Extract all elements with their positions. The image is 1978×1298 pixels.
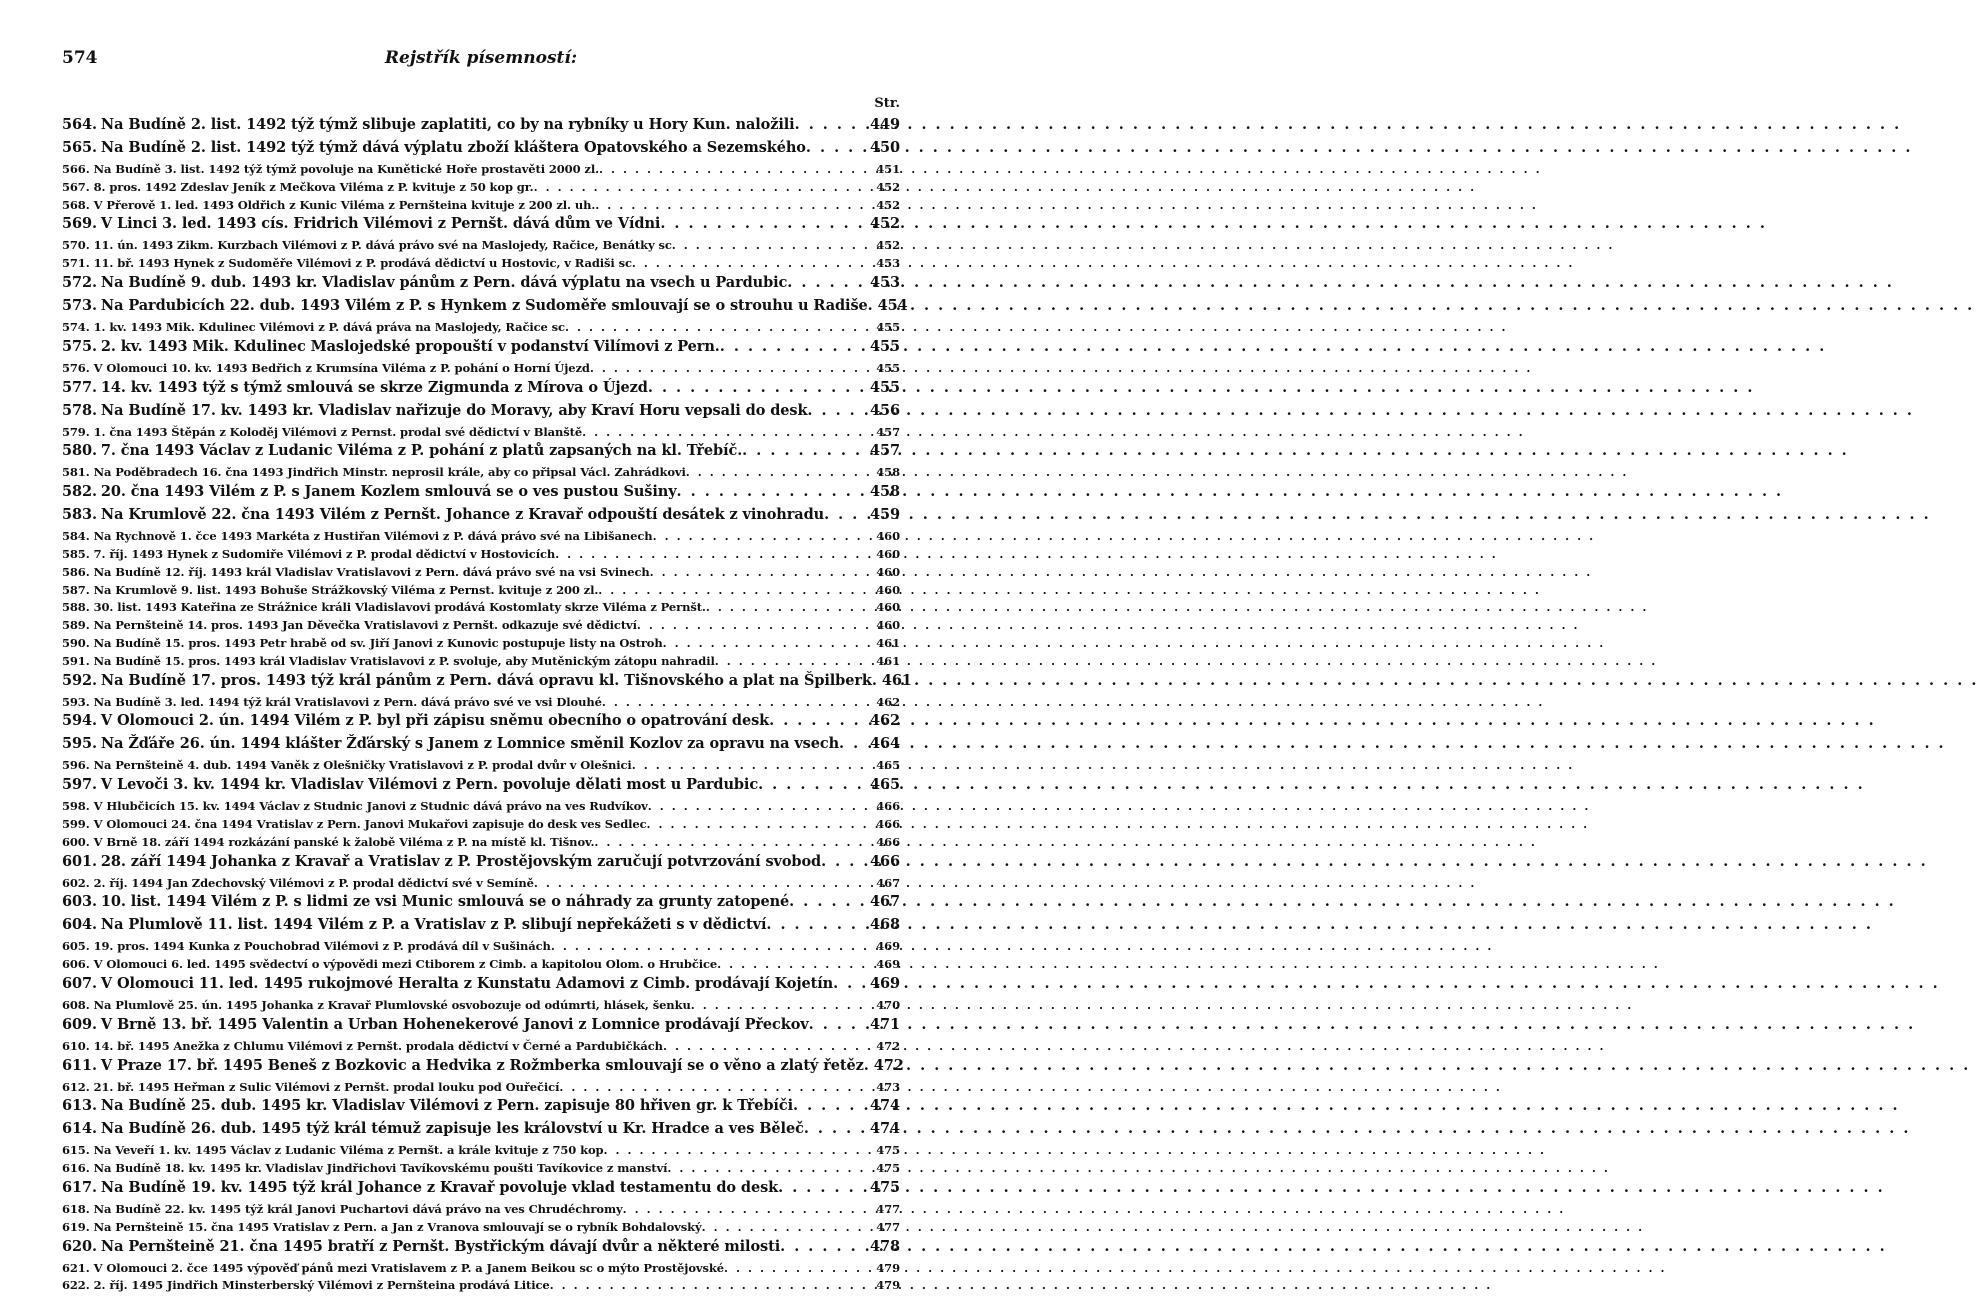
- entry-page: 450: [870, 139, 900, 156]
- entry-page: 461: [881, 671, 912, 689]
- entry-text: 1. kv. 1493 Mik. Kdulinec Vilémovi z P. dává práva na Maslojedy, Račice sc: [93, 319, 565, 334]
- entry-number: 580.: [62, 442, 97, 460]
- page-column-label: Str.: [874, 96, 900, 111]
- entry-text: 10. list. 1494 Vilém z P. s lidmi ze vsi Munic smlouvá se o náhrady za grunty zatopené: [100, 893, 790, 911]
- entry-text: Na Budíně 17. kv. 1493 kr. Vladislav nařizuje do Moravy, aby Kraví Horu vepsali do desk: [100, 401, 808, 419]
- list-item: [62, 1099, 900, 1122]
- entry-number: 585.: [62, 546, 90, 561]
- list-item: [62, 273, 900, 299]
- dot-leader: [590, 363, 872, 375]
- entry-page: 461: [876, 653, 900, 668]
- dot-leader: [864, 1059, 870, 1074]
- entry-page: 454: [877, 296, 908, 314]
- entry-text: 2. říj. 1495 Jindřich Minsterberský Vilémovi z Pernšteina prodává Litice: [93, 1278, 550, 1293]
- dot-leader: [702, 1222, 872, 1234]
- dot-leader: [717, 959, 872, 971]
- dot-leader: [602, 697, 872, 709]
- entry-number: 619.: [62, 1219, 90, 1234]
- dot-leader: [793, 1099, 866, 1114]
- dot-leader: [595, 200, 872, 212]
- entry-number: 581.: [62, 465, 90, 480]
- entry-number: 591.: [62, 653, 90, 668]
- entry-number: 586.: [62, 564, 90, 579]
- dot-leader: [632, 760, 872, 772]
- entry-text: V Hlubčicích 15. kv. 1494 Václav z Studnic Janovi z Studnic dává právo na ves Rudvíkov: [93, 799, 648, 814]
- entry-number: 567.: [62, 179, 90, 194]
- entry-page: 458: [876, 465, 900, 480]
- dot-leader: [839, 737, 866, 752]
- dot-leader: [534, 182, 872, 194]
- entry-page: 466: [870, 852, 900, 870]
- dot-leader: [599, 164, 872, 176]
- running-title: Rejstřík písemností:: [384, 48, 578, 68]
- entry-page: 462: [876, 694, 900, 709]
- dot-leader: [648, 801, 872, 813]
- entry-text: Na Rychnově 1. čce 1493 Markéta z Hustiřan Vilémovi z P. dává právo své na Libišanech: [93, 529, 653, 544]
- dot-leader: [824, 508, 866, 523]
- dot-leader: [833, 977, 866, 992]
- dot-leader: [706, 602, 872, 614]
- entry-page: 460: [876, 529, 900, 544]
- list-item: [62, 508, 900, 531]
- entry-text: 1. čna 1493 Štěpán z Koloděj Vilémovi z Pernst. prodal své dědictví v Blanště: [93, 424, 583, 439]
- entry-page: 474: [870, 1097, 900, 1115]
- entry-text: Na Budíně 26. dub. 1495 týž král témuž zapisuje les království u Kr. Hradce a ves Běleč: [100, 1120, 804, 1138]
- entry-page: 475: [870, 1178, 900, 1196]
- dot-leader: [598, 585, 872, 597]
- entry-text: Na Veveří 1. kv. 1495 Václav z Ludanic Viléma z Pernšt. a krále kvituje z 750 kop: [93, 1143, 604, 1158]
- list-item: [62, 974, 900, 1000]
- entry-text: 11. ún. 1493 Zikm. Kurzbach Vilémovi z P. dává právo své na Maslojedy, Račice, Benátky sc: [93, 238, 672, 253]
- entry-number: 614.: [62, 1120, 97, 1138]
- entry-text: V Linci 3. led. 1493 cís. Fridrich Vilémovi z Pernšt. dává dům ve Vídni: [100, 215, 661, 233]
- entry-number: 578.: [62, 401, 97, 419]
- dot-leader: [647, 819, 872, 831]
- entry-text: Na Budíně 19. kv. 1495 týž král Johance z Kravař povoluje vklad testamentu do desk: [100, 1178, 779, 1196]
- dot-leader: [637, 620, 872, 632]
- dot-leader: [660, 217, 866, 232]
- dot-leader: [663, 638, 872, 650]
- entry-page: 452: [876, 179, 900, 194]
- list-item: [62, 714, 900, 737]
- entry-number: 576.: [62, 360, 90, 375]
- entry-text: 14. kv. 1493 týž s týmž smlouvá se skrze Zigmunda z Mírova o Újezd: [100, 378, 648, 396]
- dot-leader: [686, 467, 872, 479]
- entry-number: 572.: [62, 273, 97, 291]
- dot-leader: [648, 381, 866, 396]
- entry-number: 612.: [62, 1079, 90, 1094]
- entry-number: 622.: [62, 1278, 90, 1293]
- entry-page: 477: [876, 1201, 900, 1216]
- dot-leader: [806, 141, 866, 156]
- dot-leader: [603, 1145, 872, 1157]
- entry-number: 609.: [62, 1015, 97, 1033]
- entry-text: Na Budíně 17. pros. 1493 týž král pánům z Pern. dává opravu kl. Tišnovského a plat na Špilberk: [100, 671, 872, 689]
- entry-page: 467: [876, 875, 900, 890]
- entry-text: Na Budíně 22. kv. 1495 týž král Janovi Puchartovi dává právo na ves Chrudéchromy: [93, 1201, 623, 1216]
- entry-text: 11. bř. 1493 Hynek z Sudoměře Vilémovi z P. prodává dědictví u Hostovic, v Radiši sc: [93, 256, 632, 271]
- entry-number: 565.: [62, 139, 97, 156]
- dot-leader: [550, 1280, 872, 1292]
- entry-page: 464: [870, 735, 900, 753]
- dot-leader: [789, 895, 866, 910]
- dot-leader: [787, 276, 866, 291]
- entry-text: V Levoči 3. kv. 1494 kr. Vladislav Vilémovi z Pern. povoluje dělati most u Pardubic: [100, 776, 759, 794]
- entry-text: Na Žďáře 26. ún. 1494 klášter Žďárský s Janem z Lomnice směnil Kozlov za opravu na vsech: [100, 735, 840, 753]
- dot-leader: [724, 1263, 872, 1275]
- list-item: [62, 217, 900, 240]
- dot-leader: [742, 444, 866, 459]
- dot-leader: [780, 1240, 866, 1255]
- list-item: [62, 564, 900, 585]
- dot-leader: [534, 878, 872, 890]
- entry-page: 472: [876, 1038, 900, 1053]
- entry-number: 564.: [62, 116, 97, 133]
- entry-page: 459: [870, 506, 900, 524]
- dot-leader: [795, 118, 866, 133]
- entry-text: V Brně 13. bř. 1495 Valentin a Urban Hohenekerové Janovi z Lomnice prodávají Přeckov: [100, 1015, 809, 1033]
- entry-text: 8. pros. 1492 Zdeslav Jeník z Mečkova Viléma z P. kvituje z 50 kop gr.: [93, 179, 534, 194]
- dot-leader: [804, 1122, 866, 1137]
- entry-page: 466: [876, 834, 900, 849]
- entry-number: 601.: [62, 852, 97, 870]
- entry-number: 577.: [62, 378, 97, 396]
- entry-number: 596.: [62, 758, 90, 773]
- entry-number: 571.: [62, 256, 90, 271]
- list-item: [62, 296, 908, 322]
- entry-number: 598.: [62, 799, 90, 814]
- list-item: [62, 895, 900, 918]
- entry-page: 475: [876, 1143, 900, 1158]
- entry-page: 474: [870, 1120, 900, 1138]
- entry-page: 466: [876, 799, 900, 814]
- dot-leader: [582, 427, 872, 439]
- dot-leader: [872, 674, 878, 689]
- dot-leader: [555, 549, 872, 561]
- entry-text: Na Pernšteině 21. čna 1495 bratří z Pernšt. Bystřickým dávají dvůr a některé milosti: [100, 1237, 781, 1255]
- entry-page: 456: [870, 401, 900, 419]
- entry-number: 607.: [62, 974, 97, 992]
- entry-page: 461: [876, 635, 900, 650]
- list-item: [62, 378, 900, 404]
- dot-leader: [672, 240, 872, 252]
- list-item: [62, 337, 900, 363]
- list-item: [62, 737, 900, 760]
- entry-page: 457: [870, 442, 900, 460]
- entry-text: 19. pros. 1494 Kunka z Pouchobrad Vilémovi z P. prodává díl v Sušinách: [93, 939, 551, 954]
- entry-number: 606.: [62, 957, 90, 972]
- entry-page: 469: [876, 957, 900, 972]
- entry-number: 621.: [62, 1260, 90, 1275]
- dot-leader: [559, 1082, 872, 1094]
- entry-text: V Praze 17. bř. 1495 Beneš z Bozkovic a Hedvika z Rožmberka smlouvají se o věno a zlatý řetěz: [100, 1056, 864, 1074]
- entry-number: 568.: [62, 197, 90, 212]
- entry-number: 587.: [62, 582, 90, 597]
- entry-page: 460: [876, 546, 900, 561]
- dot-leader: [715, 656, 872, 668]
- entry-number: 608.: [62, 997, 90, 1012]
- entry-number: 620.: [62, 1237, 97, 1255]
- entry-page: 455: [870, 378, 900, 396]
- dot-leader: [720, 340, 866, 355]
- entry-number: 616.: [62, 1161, 90, 1176]
- dot-leader: [653, 531, 872, 543]
- entry-number: 570.: [62, 238, 90, 253]
- entry-page: 475: [876, 1161, 900, 1176]
- entry-text: V Olomouci 2. ún. 1494 Vilém z P. byl při zápisu sněmu obecního o opatrování desk: [100, 712, 770, 730]
- page-header: [62, 48, 900, 72]
- entry-page: 462: [870, 712, 900, 730]
- entry-page: 479: [876, 1260, 900, 1275]
- dot-leader: [565, 322, 872, 334]
- entry-text: Na Budíně 15. pros. 1493 král Vladislav Vratislavovi z P. svoluje, aby Mutěnickým zátopu nahradil: [93, 653, 715, 668]
- entry-number: 574.: [62, 319, 90, 334]
- list-item: [62, 1178, 900, 1204]
- entry-text: Na Budíně 18. kv. 1495 kr. Vladislav Jindřichovi Tavíkovskému poušti Tavíkovice z manství: [93, 1161, 668, 1176]
- page-number: 574: [62, 48, 98, 68]
- entry-number: 584.: [62, 529, 90, 544]
- entry-text: Na Pardubicích 22. dub. 1493 Vilém z P. s Hynkem z Sudoměře smlouvají se o strouhu u Radiše: [100, 296, 868, 314]
- list-item: [62, 671, 912, 697]
- entry-page: 478: [870, 1237, 900, 1255]
- entry-page: 452: [870, 215, 900, 233]
- entry-text: Na Budíně 2. list. 1492 týž týmž dává výplatu zboží kláštera Opatovského a Sezemského: [100, 139, 806, 156]
- entry-number: 575.: [62, 337, 97, 355]
- entry-text: 30. list. 1493 Kateřina ze Strážnice králi Vladislavovi prodává Kostomlaty skrze Viléma z Pernšt.: [93, 600, 706, 615]
- list-item: [62, 1038, 900, 1059]
- dot-leader: [663, 1041, 872, 1053]
- entry-page: 469: [870, 974, 900, 992]
- dot-leader: [667, 1163, 872, 1175]
- entry-text: 28. září 1494 Johanka z Kravař a Vratislav z P. Prostějovským zaručují potvrzování svobod: [100, 852, 822, 870]
- entry-text: Na Budíně 3. list. 1492 týž týmž povoluje na Kunětické Hoře prostavěti 2000 zl.: [93, 162, 599, 176]
- entry-text: Na Budíně 2. list. 1492 týž týmž slibuje zaplatiti, co by na rybníky u Hory Kun. naložili: [100, 116, 795, 133]
- entry-text: 14. bř. 1495 Anežka z Chlumu Vilémovi z Pernšt. prodala dědictví v Černé a Pardubičkách: [93, 1038, 663, 1053]
- entry-text: Na Budíně 9. dub. 1493 kr. Vladislav pánům z Pern. dává výplatu na vsech u Pardubic: [100, 273, 788, 291]
- entry-page: 449: [870, 116, 900, 133]
- entry-text: Na Pernšteině 15. čna 1495 Vratislav z Pern. a Jan z Vranova smlouvají se o rybník Bohdalovský: [93, 1219, 702, 1234]
- entry-page: 468: [870, 916, 900, 934]
- entry-page: 451: [876, 162, 900, 176]
- dot-leader: [691, 1000, 872, 1012]
- list-item: [62, 778, 900, 801]
- entry-page: 470: [876, 997, 900, 1012]
- list-item: [62, 1056, 904, 1082]
- list-item: [62, 1122, 900, 1145]
- entry-text: V Olomouci 11. led. 1495 rukojmové Heralta z Kunstatu Adamovi z Cimb. prodávají Kojetín: [100, 974, 834, 992]
- entry-text: 2. kv. 1493 Mik. Kdulinec Maslojedské propouští v podanství Vilímovi z Pern.: [100, 337, 720, 355]
- entry-page: 472: [873, 1056, 904, 1074]
- entry-number: 592.: [62, 671, 97, 689]
- entry-text: Na Budíně 15. pros. 1493 Petr hrabě od sv. Jiří Janovi z Kunovic postupuje listy na Ostroh: [93, 635, 663, 650]
- entry-number: 613.: [62, 1097, 97, 1115]
- entry-page: 460: [876, 618, 900, 633]
- entry-page: 455: [876, 360, 900, 375]
- entry-text: Na Pernšteině 14. pros. 1493 Jan Děvečka Vratislavovi z Pernšt. odkazuje své dědictví: [93, 618, 637, 633]
- entry-number: 597.: [62, 776, 97, 794]
- list-item: [62, 1219, 900, 1240]
- dot-leader: [809, 1018, 866, 1033]
- list-item: [62, 1280, 900, 1298]
- dot-leader: [650, 567, 872, 579]
- entry-text: Na Poděbradech 16. čna 1493 Jindřich Minstr. neprosil krále, aby co připsal Václ. Zahrádkovi: [93, 465, 686, 480]
- entry-text: 7. čna 1493 Václav z Ludanic Viléma z P. pohání z platů zapsaných na kl. Třebíč.: [100, 442, 743, 460]
- list-item: [62, 444, 900, 467]
- list-item: [62, 653, 900, 674]
- entry-text: 20. čna 1493 Vilém z P. s Janem Kozlem smlouvá se o ves pustou Sušiny: [100, 483, 677, 501]
- entry-number: 599.: [62, 816, 90, 831]
- entry-text: 21. bř. 1495 Heřman z Sulic Vilémovi z Pernšt. prodal louku pod Ouřečicí: [93, 1079, 560, 1094]
- entry-number: 595.: [62, 735, 97, 753]
- entry-number: 590.: [62, 635, 90, 650]
- entry-number: 566.: [62, 162, 90, 176]
- list-item: [62, 141, 900, 164]
- entry-page: 452: [876, 238, 900, 253]
- list-item: [62, 1237, 900, 1263]
- entry-number: 617.: [62, 1178, 97, 1196]
- list-item: [62, 401, 900, 427]
- entry-number: 600.: [62, 834, 90, 849]
- entry-text: V Olomouci 2. čce 1495 výpověď pánů mezi Vratislavem z P. a Janem Beikou sc o mýto Prostějovské: [93, 1260, 724, 1275]
- entry-page: 455: [870, 337, 900, 355]
- entry-text: Na Budíně 12. říj. 1493 král Vladislav Vratislavovi z Pern. dává právo své na vsi Svinech: [93, 564, 650, 579]
- entry-number: 589.: [62, 618, 90, 633]
- entry-text: V Olomouci 10. kv. 1493 Bedřich z Krumsína Viléma z P. pohání o Horní Újezd: [93, 360, 590, 375]
- entry-number: 603.: [62, 893, 97, 911]
- list-item: [62, 834, 900, 855]
- entry-text: Na Plumlově 25. ún. 1495 Johanka z Kravař Plumlovské osvobozuje od odúmrti, hlásek, šenku: [93, 997, 691, 1012]
- document-page: [62, 48, 912, 1298]
- dot-leader: [632, 258, 872, 270]
- list-item: [62, 852, 900, 878]
- entry-number: 618.: [62, 1201, 90, 1216]
- entry-list: [62, 116, 912, 1298]
- dot-leader: [821, 855, 866, 870]
- dot-leader: [807, 404, 866, 419]
- entry-page: 460: [876, 600, 900, 615]
- dot-leader: [758, 778, 866, 793]
- dot-leader: [551, 941, 872, 953]
- dot-leader: [594, 837, 872, 849]
- list-item: [62, 360, 900, 381]
- entry-page: 465: [876, 758, 900, 773]
- list-item: [62, 179, 900, 200]
- entry-number: 615.: [62, 1143, 90, 1158]
- list-item: [62, 118, 900, 141]
- entry-text: V Brně 18. září 1494 rozkázání panské k žalobě Viléma z P. na místě kl. Tišnov.: [93, 834, 595, 849]
- entry-number: 602.: [62, 875, 90, 890]
- entry-number: 594.: [62, 712, 97, 730]
- entry-text: Na Plumlově 11. list. 1494 Vilém z P. a Vratislav z P. slibují nepřekážeti s v dědictví: [100, 916, 767, 934]
- dot-leader: [623, 1204, 872, 1216]
- entry-page: 453: [870, 273, 900, 291]
- entry-page: 453: [876, 256, 900, 271]
- dot-leader: [677, 485, 866, 500]
- entry-page: 469: [876, 939, 900, 954]
- entry-page: 465: [870, 776, 900, 794]
- entry-number: 569.: [62, 215, 97, 233]
- entry-number: 588.: [62, 600, 90, 615]
- entry-number: 610.: [62, 1038, 90, 1053]
- entry-page: 457: [876, 424, 900, 439]
- entry-text: Na Budíně 25. dub. 1495 kr. Vladislav Vilémovi z Pern. zapisuje 80 hřiven gr. k Třebíči: [100, 1097, 793, 1115]
- entry-page: 473: [876, 1079, 900, 1094]
- list-item: [62, 1015, 900, 1041]
- entry-text: 2. říj. 1494 Jan Zdechovský Vilémovi z P. prodal dědictví své v Semíně: [93, 875, 534, 890]
- entry-text: Na Pernšteině 4. dub. 1494 Vaněk z Olešničky Vratislavovi z P. prodal dvůr v Olešnici: [93, 758, 632, 773]
- entry-page: 460: [876, 582, 900, 597]
- entry-number: 611.: [62, 1056, 97, 1074]
- entry-page: 455: [876, 319, 900, 334]
- entry-text: Na Budíně 3. led. 1494 týž král Vratislavovi z Pern. dává právo své ve vsi Dlouhé: [93, 694, 602, 709]
- entry-number: 582.: [62, 483, 97, 501]
- entry-page: 460: [876, 564, 900, 579]
- entry-page: 471: [870, 1015, 900, 1033]
- entry-page: 467: [870, 893, 900, 911]
- entry-text: V Olomouci 24. čna 1494 Vratislav z Pern. Janovi Mukařovi zapisuje do desk ves Sedlec: [93, 816, 647, 831]
- entry-text: Na Krumlově 22. čna 1493 Vilém z Pernšt. Johance z Kravař odpouští desátek z vinohradu: [100, 506, 825, 524]
- entry-text: Na Krumlově 9. list. 1493 Bohuše Strážkovský Viléma z Pernst. kvituje z 200 zl.: [93, 582, 599, 597]
- list-item: [62, 918, 900, 941]
- entry-page: 458: [870, 483, 900, 501]
- entry-page: 479: [876, 1278, 900, 1293]
- entry-text: V Přerově 1. led. 1493 Oldřich z Kunic Viléma z Pernšteina kvituje z 200 zl. uh.: [93, 197, 596, 212]
- entry-page: 466: [876, 816, 900, 831]
- entry-number: 593.: [62, 694, 90, 709]
- entry-number: 579.: [62, 424, 90, 439]
- entry-text: V Olomouci 6. led. 1495 svědectví o výpovědi mezi Ctiborem z Cimb. a kapitolou Olom. o Hrubčice: [93, 957, 718, 972]
- entry-text: 7. říj. 1493 Hynek z Sudomiře Vilémovi z P. prodal dědictví v Hostovicích: [93, 546, 556, 561]
- entry-page: 477: [876, 1219, 900, 1234]
- entry-number: 583.: [62, 506, 97, 524]
- dot-leader: [778, 1181, 866, 1196]
- dot-leader: [766, 918, 866, 933]
- entry-page: 452: [876, 197, 900, 212]
- entry-number: 573.: [62, 296, 97, 314]
- dot-leader: [868, 299, 874, 314]
- dot-leader: [769, 714, 866, 729]
- entry-number: 605.: [62, 939, 90, 954]
- entry-number: 604.: [62, 916, 97, 934]
- list-item: [62, 485, 900, 508]
